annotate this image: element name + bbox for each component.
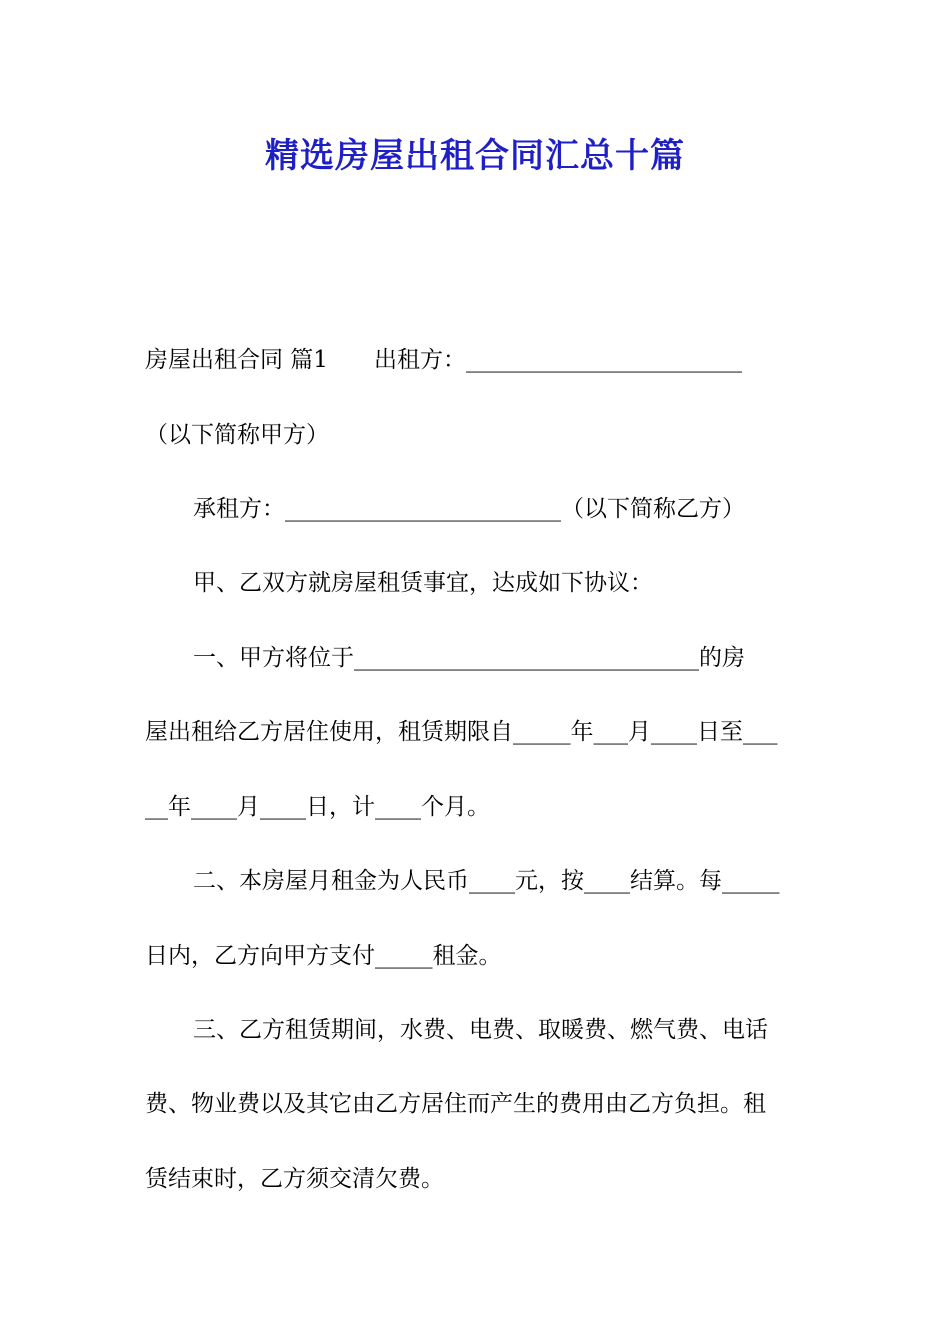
text-line: 甲、乙双方就房屋租赁事宜，达成如下协议：: [193, 570, 653, 596]
text-line: 赁结束时，乙方须交清欠费。: [145, 1166, 444, 1192]
text-line: 二、本房屋月租金为人民币____元，按____结算。每_____: [193, 868, 780, 894]
text-line: （以下简称甲方）: [145, 422, 329, 448]
text-line: __年____月____日，计____个月。: [145, 794, 490, 820]
text-line: 房屋出租合同 篇1 出租方：________________________: [145, 347, 742, 373]
text-line: 三、乙方租赁期间，水费、电费、取暖费、燃气费、电话: [193, 1017, 768, 1043]
text-line: 费、物业费以及其它由乙方居住而产生的费用由乙方负担。租: [145, 1091, 766, 1117]
document-title: 精选房屋出租合同汇总十篇: [265, 136, 685, 176]
text-line: 一、甲方将位于______________________________的房: [193, 645, 745, 671]
text-line: 屋出租给乙方居住使用，租赁期限自_____年___月____日至___: [145, 719, 778, 745]
text-line: 承租方：________________________（以下简称乙方）: [193, 496, 745, 522]
text-line: 日内，乙方向甲方支付_____租金。: [145, 943, 502, 969]
